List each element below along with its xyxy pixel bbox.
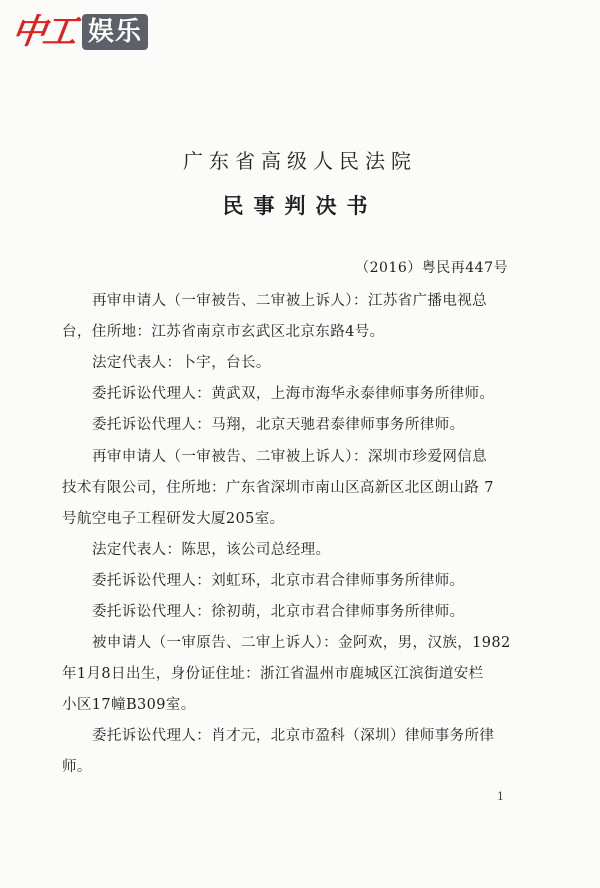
text-line: 号航空电子工程研发大厦205室。 [62,511,285,527]
court-name: 广东省高级人民法院 [183,149,417,173]
text-line: 年1月8日出生，身份证住址：浙江省温州市鹿城区江滨街道安栏 [62,666,484,682]
page-number: 1 [497,790,504,803]
text-line: 技术有限公司，住所地：广东省深圳市南山区高新区北区朗山路 7 [62,480,494,496]
text-line: 台，住所地：江苏省南京市玄武区北京东路4号。 [62,324,385,340]
text-line: 小区17幢B309室。 [62,697,196,713]
text-line: 师。 [62,759,92,775]
text-line: 委托诉讼代理人：肖才元，北京市盈科（深圳）律师事务所律 [92,728,495,744]
case-number: （2016）粤民再447号 [355,260,508,276]
text-line: 法定代表人：卜宇，台长。 [92,355,271,371]
document-type: 民事判决书 [222,193,378,218]
text-line: 法定代表人：陈思，该公司总经理。 [92,542,331,558]
text-line: 被申请人（一审原告、二审上诉人）：金阿欢，男，汉族，1982 [92,635,511,651]
text-line: 委托诉讼代理人：黄武双，上海市海华永泰律师事务所律师。 [92,386,495,402]
logo-badge: 娱乐 [82,14,148,50]
site-logo[interactable] [9,12,148,52]
text-line: 委托诉讼代理人：徐初萌，北京市君合律师事务所律师。 [92,604,465,620]
text-line: 委托诉讼代理人：马翔，北京天驰君泰律师事务所律师。 [92,417,465,433]
logo-mark: 中工 [9,12,77,52]
text-line: 再审申请人（一审被告、二审被上诉人）：深圳市珍爱网信息 [92,449,488,465]
text-line: 委托诉讼代理人：刘虹环，北京市君合律师事务所律师。 [92,573,465,589]
text-line: 再审申请人（一审被告、二审被上诉人）：江苏省广播电视总 [92,293,488,309]
